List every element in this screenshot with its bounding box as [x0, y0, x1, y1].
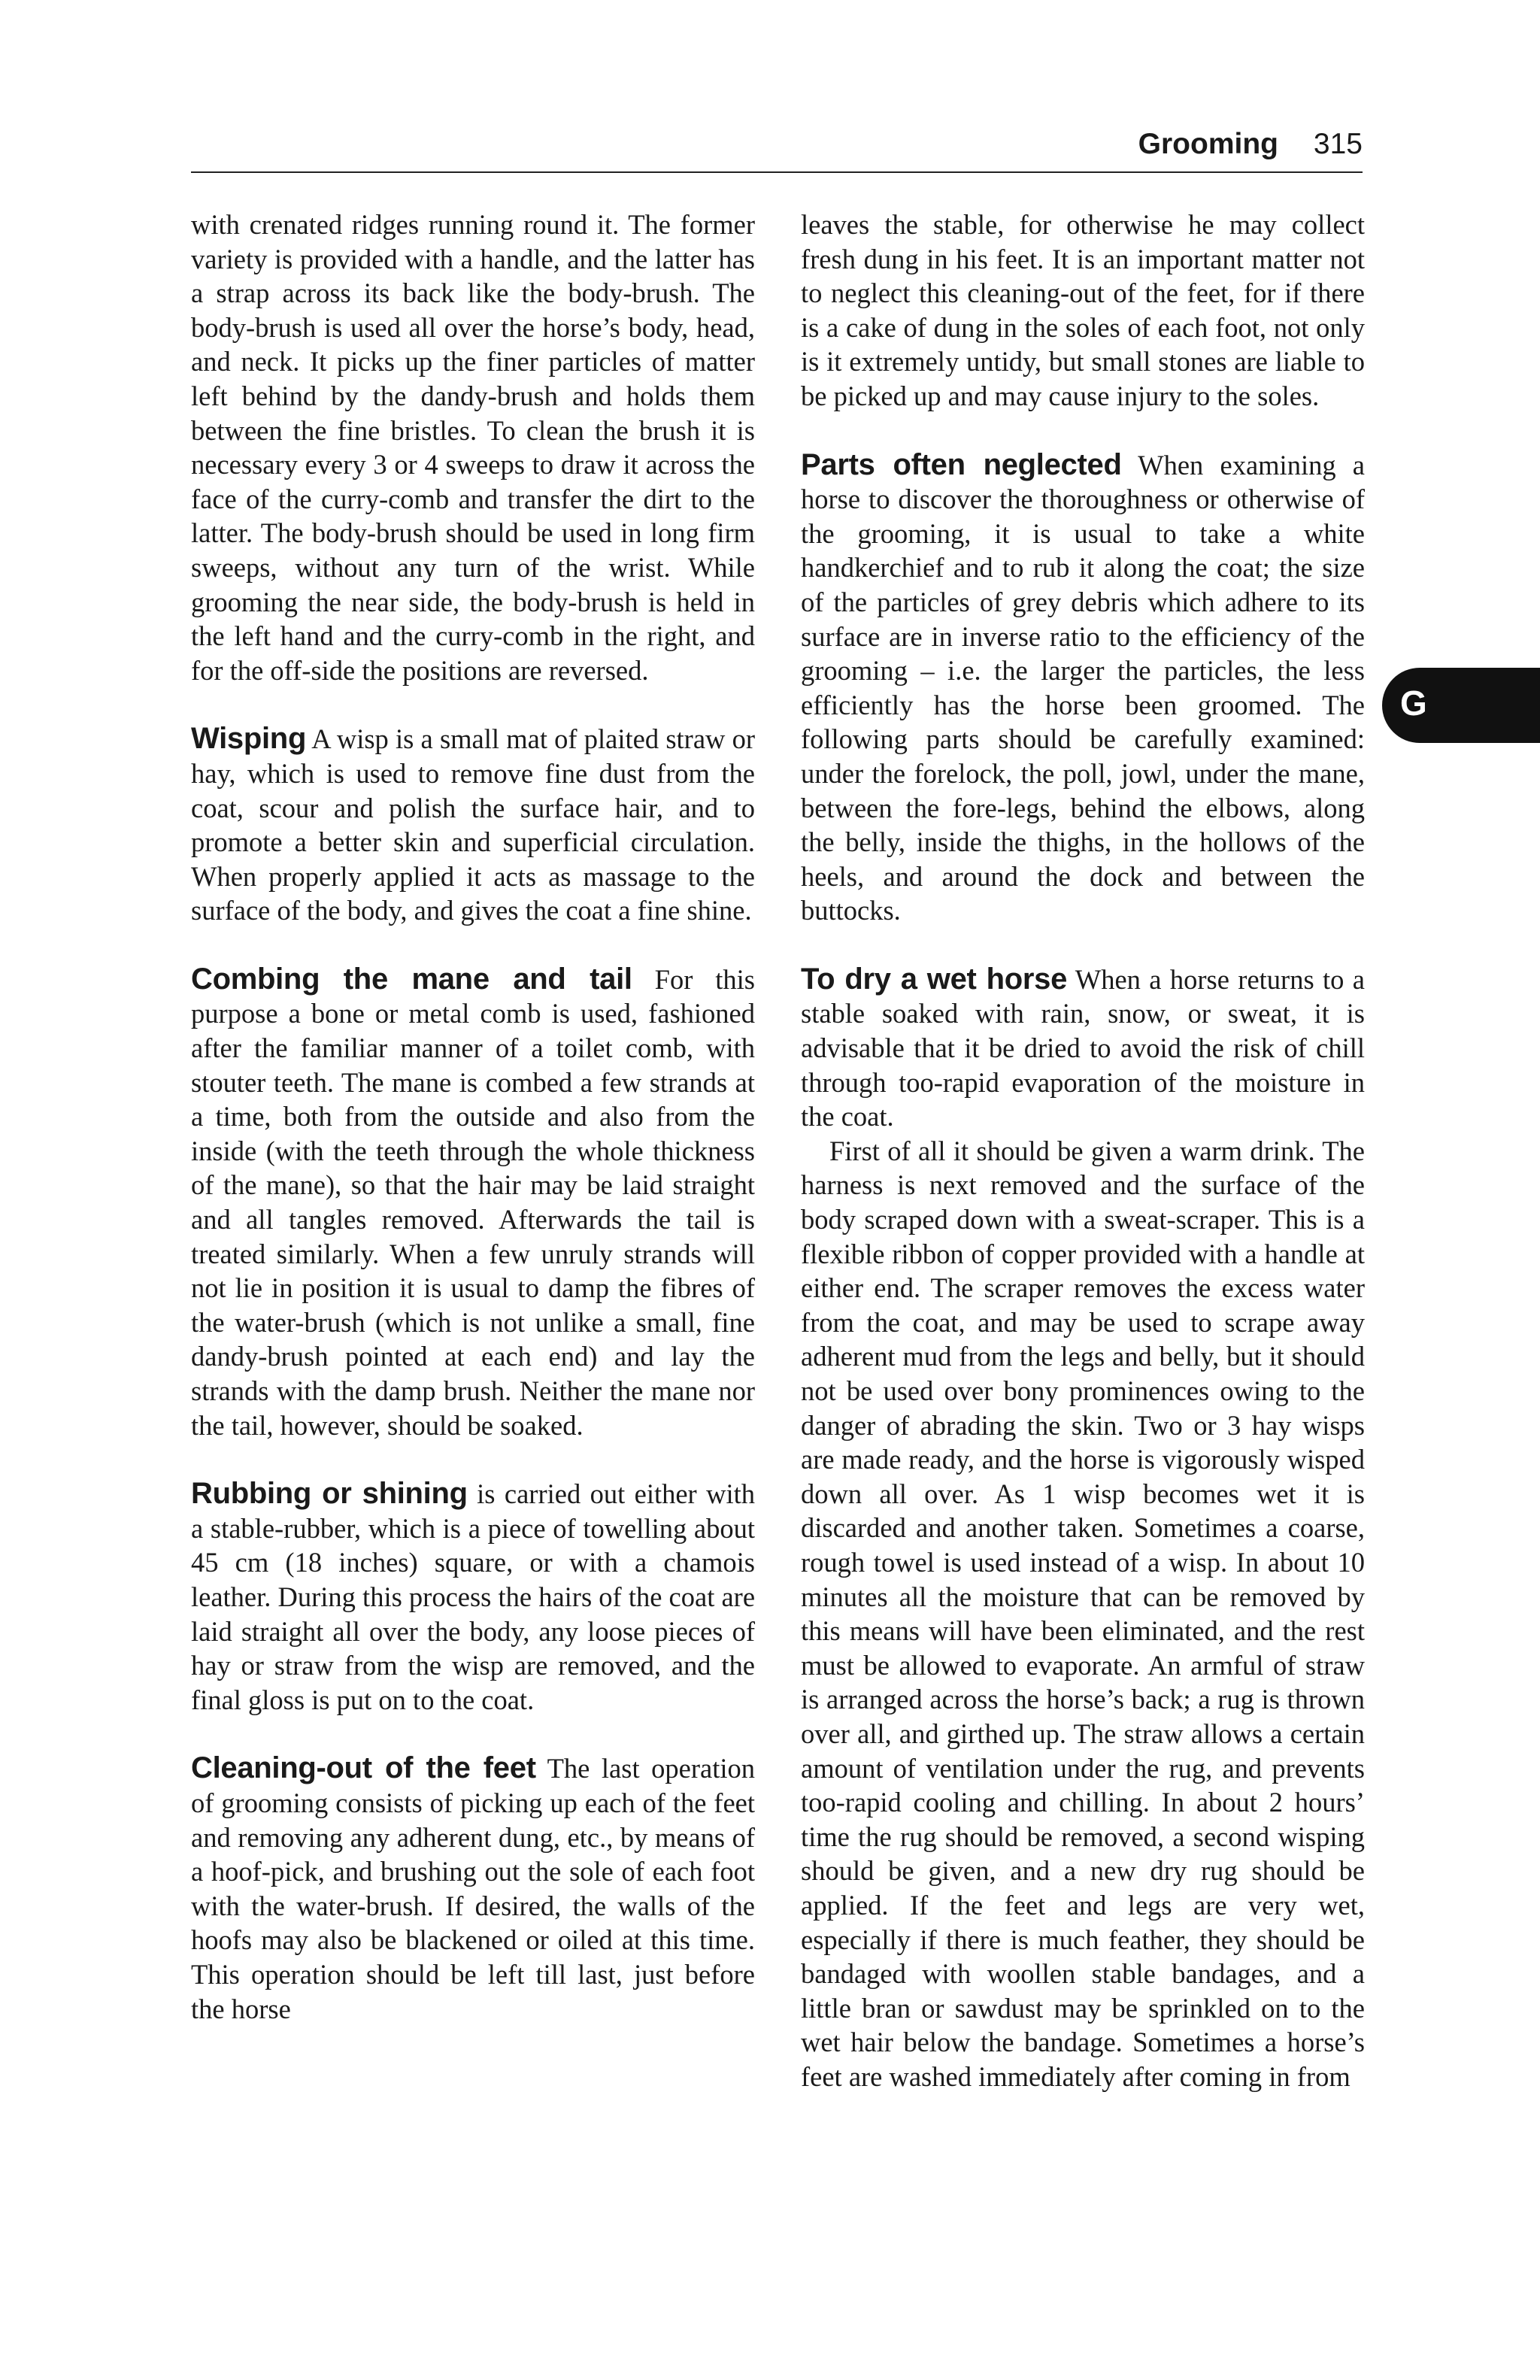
- section-rubbing: [191, 1477, 755, 1717]
- paragraph-body-brush: with crenated ridges running round it. The former variety is provided with a handle, and the latter has a strap across its back like the body-brush. The body-brush is used all over the horse’s body, head, and neck. It picks up the finer particles of matter left behind by the dandy-brush and holds them between the fine bristles. To clean the brush it is necessary every 3 or 4 sweeps to draw it across the face of the curry-comb and transfer the dirt to the latter. The body-brush should be used in long firm sweeps, without any turn of the wrist. While grooming the near side, the body-brush is held in the left hand and the curry-comb in the right, and for the off-side the positions are reversed.: [191, 209, 755, 686]
- section-heading-rubbing: Rubbing or shining: [191, 1477, 468, 1511]
- section-cleaning-feet: [191, 1751, 755, 2026]
- section-text-dry-wet-horse: When a horse returns to a stable soaked with rain, snow, or sweat, it is advisable that it be dried to avoid the risk of chill through too-rapid evaporation of the moisture in the coat.: [801, 963, 1365, 1132]
- section-heading-parts-neglected: Parts often neglected: [801, 447, 1122, 481]
- section-text-cleaning-feet: The last operation of grooming consists of picking up each of the feet and removing any adherent dung, etc., by means of a hoof-pick, and brushing out the sole of each foot with the water-brush. If desired, the walls of the hoofs may also be blackened or oiled at this time. This operation should be left till last, just before the horse: [191, 1753, 755, 2024]
- paragraph-feet-continued: leaves the stable, for otherwise he may collect fresh dung in his feet. It is an important matter not to neglect this cleaning-out of the feet, for if there is a cake of dung in the soles of each foot, not only is it extremely untidy, but small stones are liable to be picked up and may cause injury to the soles.: [801, 209, 1365, 411]
- section-combing: [191, 963, 755, 1442]
- page-number: 315: [1313, 128, 1363, 160]
- section-text-rubbing: is carried out either with a stable-rubber, which is a piece of towelling about 45 cm (18 inches) square, or with a chamois leather. During this process the hairs of the coat are laid straight all over the body, any loose pieces of hay or straw from the wisp are removed, and the final gloss is put on to the coat.: [191, 1478, 756, 1715]
- section-heading-dry-wet-horse: To dry a wet horse: [801, 962, 1068, 996]
- running-head-title: Grooming: [1138, 128, 1278, 160]
- section-text-combing: For this purpose a bone or metal comb is used, fashioned after the familiar manner of a toilet comb, with stouter teeth. The mane is combed a few strands at a time, both from the outside and also from the inside (with the teeth through the whole thickness of the mane), so that the hair may be laid straight and all tangles removed. Afterwards the tail is treated similarly. When a few unruly strands will not lie in position it is usual to damp the fibres of the water-brush (which is not unlike a small, fine dandy-brush pointed at each end) and lay the strands with the damp brush. Neither the mane nor the tail, however, should be soaked.: [191, 963, 755, 1441]
- paragraph-drying-procedure: First of all it should be given a warm drink. The harness is next removed and the surface of the body scraped down with a sweat-scraper. This is a flexible ribbon of copper provided with a handle at either end. The scraper removes the excess water from the coat, and may be used to scrape away adherent mud from the legs and belly, but it should not be used over bony prominences owing to the danger of abrading the skin. Two or 3 hay wisps are made ready, and the horse is vigorously wisped down all over. As 1 wisp becomes wet it is discarded and another taken. Sometimes a coarse, rough towel is used instead of a wisp. In about 10 minutes all the moisture that can be removed by this means will have been eliminated, and the rest must be allowed to evaporate. An armful of straw is arranged across the horse’s back; a rug is thrown over all, and girthed up. The straw allows a certain amount of ventilation under the rug, and prevents too-rapid cooling and chilling. In about 2 hours’ time the rug should be removed, a second wisping should be given, and a new dry rug should be applied. If the feet and legs are very wet, especially if there is much feather, they should be bandaged with woollen stable bandages, and a little bran or sawdust may be sprinkled on to the wet hair below the bandage. Sometimes a horse’s feet are washed immediately after coming in from: [801, 1135, 1365, 2092]
- section-text-wisping: A wisp is a small mat of plaited straw or hay, which is used to remove fine dust from the coat, scour and polish the surface hair, and to promote a better skin and superficial circulation. When properly applied it acts as massage to the surface of the body, and gives the coat a fine shine.: [191, 723, 755, 926]
- section-heading-cleaning-feet: Cleaning-out of the feet: [191, 1751, 536, 1785]
- section-dry-wet-horse: [801, 963, 1365, 1134]
- running-head: [191, 126, 1363, 173]
- section-heading-combing: Combing the mane and tail: [191, 962, 632, 996]
- section-heading-wisping: Wisping: [191, 722, 307, 756]
- thumb-index-tab: [1382, 668, 1540, 743]
- left-column: [191, 208, 755, 2026]
- section-wisping: [191, 722, 755, 928]
- section-parts-neglected: [801, 448, 1365, 928]
- right-column: [801, 208, 1365, 2093]
- thumb-index-letter: G: [1400, 684, 1427, 723]
- section-text-parts-neglected: When examining a horse to discover the thoroughness or otherwise of the grooming, it is usual to take a white handkerchief and to rub it along the coat; the size of the particles of grey debris which adhere to its surface are in inverse ratio to the efficiency of the grooming – i.e. the larger the particles, the less efficiently has the horse been groomed. The following parts should be carefully examined: under the forelock, the poll, jowl, under the mane, between the fore-legs, behind the elbows, along the belly, inside the thighs, in the hollows of the heels, and around the dock and between the buttocks.: [801, 449, 1365, 926]
